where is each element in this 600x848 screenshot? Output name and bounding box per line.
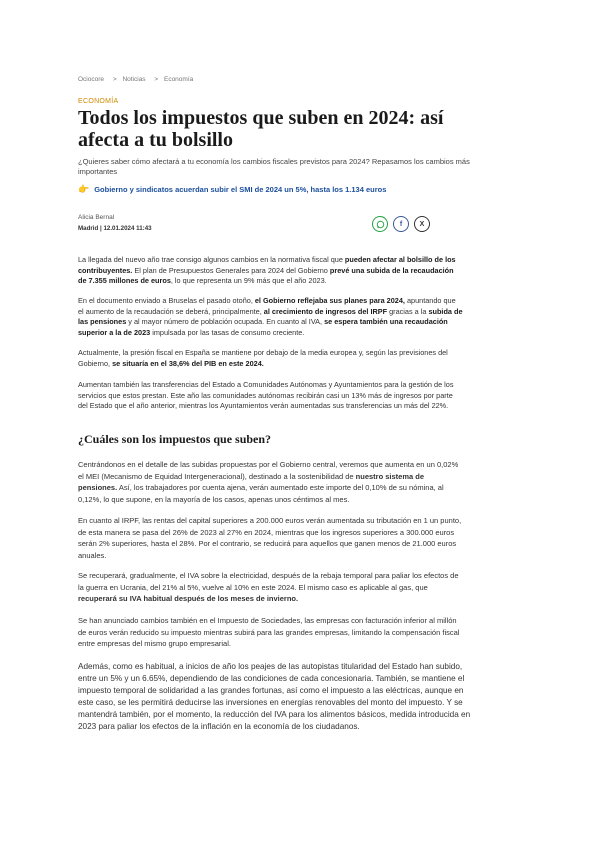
article-paragraph <box>78 296 463 338</box>
text-run: Aumentan también las transferencias del Estado a Comunidades Autónomas y Ayuntamientos para la gestión de los servicios que estos prestan. Este año las comunidades autónomas recibirán casi un 13% más de ingresos por parte del Estado que el año anterior, mientras los Ayuntamientos verán aumentadas sus transferencias un más del 22%. <box>78 380 454 411</box>
breadcrumb-separator-icon: > <box>154 76 159 83</box>
related-article-link[interactable] <box>78 184 386 195</box>
text-run: y al mayor número de población ocupada. En cuanto al IVA, <box>126 317 325 327</box>
bold-text-run: se situaría en el 38,6% del PIB en este 2024. <box>112 358 264 368</box>
breadcrumb-item-economy[interactable]: Economía <box>163 76 194 83</box>
section-label[interactable]: ECONOMÍA <box>78 98 119 105</box>
text-run: En el documento enviado a Bruselas el pasado otoño, <box>78 296 255 305</box>
article-dateline: Madrid | 12.01.2024 11:43 <box>78 225 152 232</box>
article-paragraph <box>78 515 463 561</box>
text-run: Se recuperará, gradualmente, el IVA sobre la electricidad, después de la rebaja temporal para paliar los efectos de la guerra en Ucrania, del 21% al 5%, vuelve al 10% en este 2024. El mismo caso es aplicable al gas, que <box>78 571 459 592</box>
text-run: gracias a la <box>387 306 429 316</box>
article-paragraph <box>78 348 463 369</box>
text-run: , lo que representa un 9% más que el año 2023. <box>170 276 327 286</box>
article-paragraph <box>78 380 463 412</box>
breadcrumb-item-home[interactable]: Ociocore <box>78 76 105 83</box>
related-article-text[interactable]: Gobierno y sindicatos acuerdan subir el SMI de 2024 un 5%, hasta los 1.134 euros <box>94 185 387 194</box>
article-title: Todos los impuestos que suben en 2024: así afecta a tu bolsillo <box>78 107 444 151</box>
text-run: Centrándonos en el detalle de las subidas propuestas por el Gobierno central, veremos que aumenta en un 0,02% el MEI (Mecanismo de Equidad Intergeneracional), destinado a la sostenibilidad de <box>78 460 459 481</box>
text-run: En cuanto al IRPF, las rentas del capital superiores a 200.000 euros verán aumentada su tributación en 1 un punto, de esta manera se pasa del 26% de 2023 al 27% en 2024, mientras que los ingresos superiores a 300.000 euros serán 2% superiores, hasta el 28%. Por el contrario, se reducirá para aquellos que ganen menos de 21.000 euros anuales. <box>78 516 462 560</box>
breadcrumb-separator-icon: > <box>112 76 117 83</box>
bold-text-run: al crecimiento de ingresos del IRPF <box>263 306 388 316</box>
pointing-hand-icon: 👉 <box>78 184 90 194</box>
breadcrumb-item-news[interactable]: Noticias <box>122 76 146 83</box>
bold-text-run: pueden afectar al bolsillo de los contribuyentes. <box>78 255 456 275</box>
text-run: impulsada por las tasas de consumo creciente. <box>150 327 305 337</box>
bold-text-run: subida de las pensiones <box>78 306 463 327</box>
bold-text-run: el Gobierno reflejaba sus planes para 2024, <box>254 296 405 305</box>
article-paragraph <box>78 615 463 650</box>
article-paragraph <box>78 459 463 505</box>
article-paragraph <box>78 255 463 287</box>
bold-text-run: recuperará su IVA habitual después de los meses de invierno. <box>78 594 299 603</box>
bold-text-run: prevé una subida de la recaudación de 7.355 millones de euros <box>78 265 454 286</box>
article-paragraph <box>78 570 463 605</box>
author-name[interactable]: Alicia Bernal <box>78 214 115 221</box>
text-run: Así, los trabajadores por cuenta ajena, verán aumentado este importe del 0,10% de su nómina, al 0,12%, lo que supone, en la mayoría de los casos, apenas unos céntimos al mes. <box>78 483 444 504</box>
text-run: Actualmente, la presión fiscal en España se mantiene por debajo de la media europea y, según las previsiones del Gobierno, <box>78 348 448 368</box>
bold-text-run: nuestro sistema de pensiones. <box>78 471 425 492</box>
whatsapp-icon <box>376 220 385 229</box>
text-run: El plan de Presupuestos Generales para 2024 del Gobierno <box>132 265 330 275</box>
text-run: La llegada del nuevo año trae consigo algunos cambios en la normativa fiscal que <box>78 255 345 264</box>
facebook-share-button[interactable] <box>393 216 409 232</box>
x-icon: X <box>419 220 425 228</box>
text-run: Se han anunciado cambios también en el Impuesto de Sociedades, las empresas con facturación inferior al millón de euros verán reducido su impuesto mientras subirá para las grandes empresas, limitando la compensación fiscal entre empresas del mismo grupo empresarial. <box>78 616 460 648</box>
whatsapp-share-button[interactable] <box>372 216 388 232</box>
text-run: apuntando que el aumento de la recaudación se deberá, principalmente, <box>78 296 456 316</box>
article-subtitle: ¿Quieres saber cómo afectará a tu economía los cambios fiscales previstos para 2024? Repasamos los cambios más importantes <box>78 157 470 176</box>
x-share-button[interactable] <box>414 216 430 232</box>
section-heading: ¿Cuáles son los impuestos que suben? <box>78 432 272 446</box>
facebook-icon: f <box>399 220 403 228</box>
share-bar <box>372 216 430 232</box>
closing-paragraph: Además, como es habitual, a inicios de año los peajes de las autopistas titularidad del Estado han subido, entre un 5% y un 6.65%, dependiendo de las condiciones de cada concesionaria. También, se mantiene el impuesto temporal de solidaridad a las grandes fortunas, así como el impuesto a las eléctricas, aunque en este caso, se les permitirá deducirse las inversiones en energías renovables del monto del impuesto. Y se mantendrá también, por el momento, la reducción del IVA para los alimentos básicos, medida introducida en 2023 para paliar los efectos de la inflación en la economía de los ciudadanos. <box>78 662 471 731</box>
bold-text-run: se espera también una recaudación superior a la de 2023 <box>78 317 448 337</box>
breadcrumb <box>78 76 196 83</box>
